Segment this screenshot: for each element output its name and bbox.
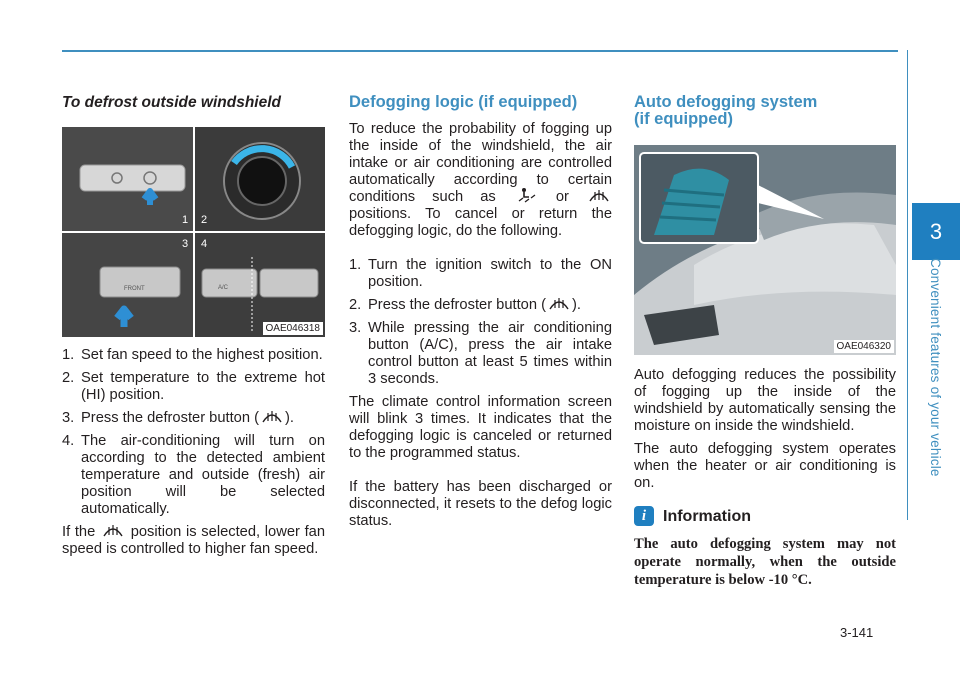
figure-label-2: 2 (201, 214, 208, 226)
information-text: The auto defogging system may not operate normally, when the outside temperature is below -10 °C. (634, 536, 896, 588)
defogging-para-2: If the battery has been discharged or disconnected, it resets to the defog logic status. (349, 479, 612, 529)
chapter-title: Convenient features of your vehicle (928, 258, 943, 477)
information-heading (634, 506, 896, 526)
figure-code: OAE046320 (834, 340, 895, 353)
section-heading-defogging-logic: Defogging logic (if equipped) (349, 93, 578, 111)
ac-button-label: A/C (218, 285, 229, 291)
defroster-icon (548, 295, 570, 311)
list-item: 1. Set fan speed to the highest position. (62, 347, 323, 363)
defogging-steps (349, 257, 612, 388)
side-rule (907, 50, 908, 520)
column-defogging-logic (349, 90, 612, 530)
list-item: 2. Press the defroster button ( ). (349, 297, 581, 313)
column-auto-defogging (634, 90, 896, 589)
section-heading-defrost-outside: To defrost outside windshield (62, 94, 282, 111)
information-icon: i (634, 506, 654, 526)
list-item: 3. Press the defroster button ( ). (62, 410, 294, 426)
figure-label-3: 3 (182, 238, 189, 250)
defogging-para-1: The climate control information screen will blink 3 times. It indicates that the defogging logic is canceled or returned to the programmed status. (349, 394, 612, 461)
auto-defogging-para-2: The auto defogging system operates when the heater or air conditioning is on. (634, 441, 896, 491)
defrost-steps (62, 347, 325, 518)
column-defrost-outside (62, 90, 325, 558)
figure-code: OAE046318 (263, 322, 324, 335)
car-sensor-illustration (634, 145, 896, 355)
list-item: 1. Turn the ignition switch to the ON position. (349, 257, 612, 290)
auto-defogging-para-1: Auto defogging reduces the possibility of fogging up the inside of the windshield by automatically sensing the moisture on inside the windshield. (634, 367, 896, 434)
page-number: 3-141 (840, 625, 874, 640)
floor-defrost-icon (515, 187, 537, 203)
defogging-intro: To reduce the probability of fogging up the inside of the windshield, the air intake or air conditioning are controlled automatically according to certain conditions such as or positions. To cancel or return the defogging logic, do the following. (349, 121, 612, 239)
defroster-icon (588, 187, 610, 203)
defrost-note: If the position is selected, lower fan speed is controlled to higher fan speed. (62, 524, 325, 557)
chapter-tab: 3 (912, 203, 960, 260)
information-title: Information (663, 507, 751, 525)
auto-defogging-figure (634, 145, 896, 355)
figure-label-1: 1 (182, 214, 189, 226)
section-heading-auto-defogging: Auto defogging system (if equipped) (634, 93, 818, 128)
figure-label-4: 4 (201, 238, 208, 250)
climate-control-figure (62, 127, 325, 337)
climate-control-illustration (62, 127, 325, 337)
defroster-icon (261, 408, 283, 424)
list-item: 4. The air-conditioning will turn on according to the detected ambient temperature and outside (fresh) air position will be selected automatically. (62, 433, 325, 517)
defroster-icon (102, 522, 124, 538)
list-item: 3. While pressing the air conditioning button (A/C), press the air intake control button at least 5 times within 3 seconds. (349, 320, 612, 387)
top-rule (62, 50, 898, 52)
front-button-label: FRONT (124, 286, 145, 292)
list-item: 2. Set temperature to the extreme hot (HI) position. (62, 370, 325, 403)
